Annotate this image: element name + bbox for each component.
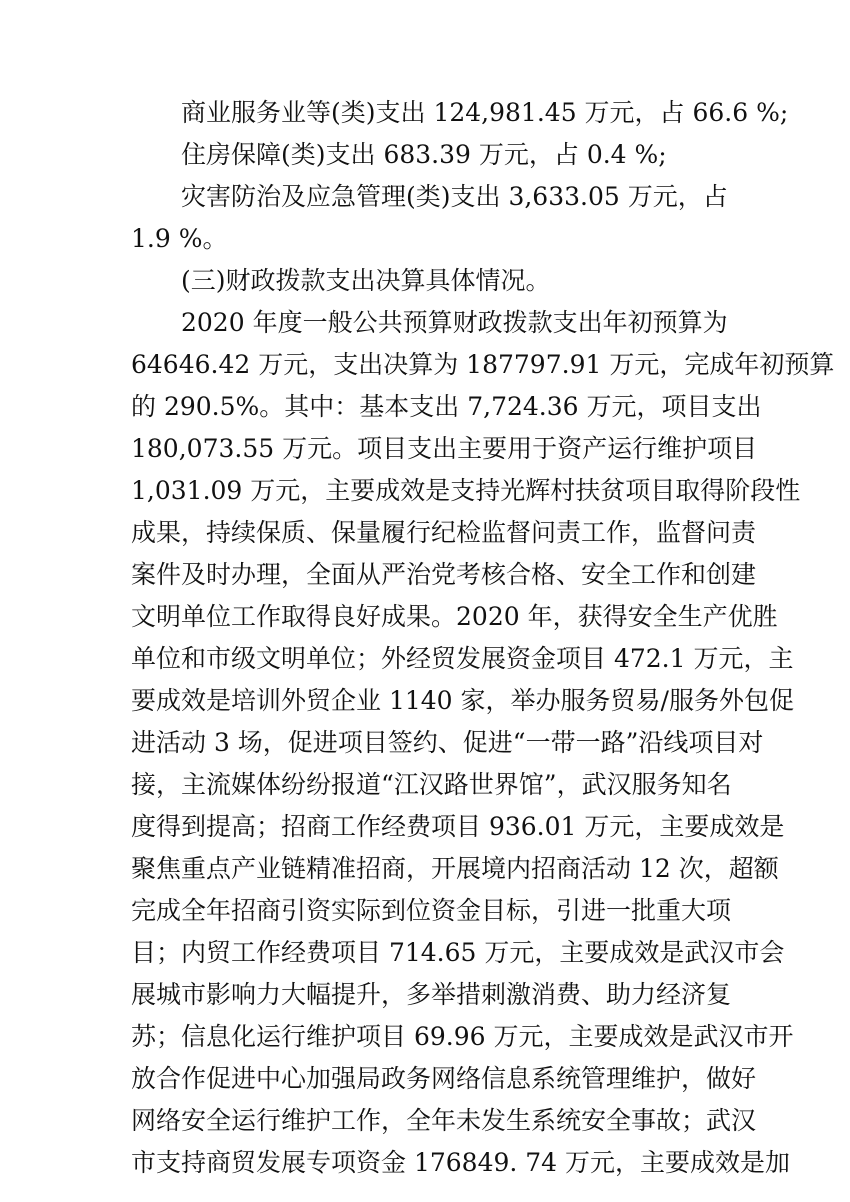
paragraph-line: 苏；信息化运行维护项目 69.96 万元，主要成效是武汉市开 [131,1022,794,1051]
paragraph-line: 聚焦重点产业链精准招商，开展境内招商活动 12 次，超额 [131,854,779,883]
section-heading: (三)财政拨款支出决算具体情况。 [181,266,551,295]
paragraph-line: 进活动 3 场，促进项目签约、促进“一带一路”沿线项目对 [131,728,764,757]
paragraph-line: 网络安全运行维护工作，全年未发生系统安全事故；武汉 [131,1106,757,1135]
text-line-disaster-expenditure: 灾害防治及应急管理(类)支出 3,633.05 万元，占 [181,182,728,211]
paragraph-line: 的 290.5%。其中：基本支出 7,724.36 万元，项目支出 [131,392,762,421]
paragraph-line: 成果，持续保质、保量履行纪检监督问责工作，监督问责 [131,518,757,547]
paragraph-line: 文明单位工作取得良好成果。2020 年，获得安全生产优胜 [131,602,778,631]
paragraph-line: 64646.42 万元，支出决算为 187797.91 万元，完成年初预算 [131,350,835,379]
paragraph-line: 度得到提高；招商工作经费项目 936.01 万元，主要成效是 [131,812,785,841]
paragraph-line: 完成全年招商引资实际到位资金目标，引进一批重大项 [131,896,732,925]
text-line-housing-expenditure: 住房保障(类)支出 683.39 万元，占 0.4 %; [181,140,667,169]
paragraph-line: 接，主流媒体纷纷报道“江汉路世界馆”，武汉服务知名 [131,770,732,799]
paragraph-line: 展城市影响力大幅提升，多举措刺激消费、助力经济复 [131,980,732,1009]
text-line-disaster-percent: 1.9 %。 [131,224,228,253]
paragraph-line: 市支持商贸发展专项资金 176849. 74 万元，主要成效是加 [131,1148,791,1177]
paragraph-line: 单位和市级文明单位；外经贸发展资金项目 472.1 万元，主 [131,644,794,673]
paragraph-line: 1,031.09 万元，主要成效是支持光辉村扶贫项目取得阶段性 [131,476,801,505]
paragraph-line: 180,073.55 万元。项目支出主要用于资产运行维护项目 [131,434,758,463]
paragraph-line: 案件及时办理，全面从严治党考核合格、安全工作和创建 [131,560,757,589]
paragraph-line: 要成效是培训外贸企业 1140 家，举办服务贸易/服务外包促 [131,686,794,715]
paragraph-line: 2020 年度一般公共预算财政拨款支出年初预算为 [181,308,728,337]
text-line-commerce-expenditure: 商业服务业等(类)支出 124,981.45 万元，占 66.6 %; [181,98,789,127]
paragraph-line: 放合作促进中心加强局政务网络信息系统管理维护，做好 [131,1064,757,1093]
paragraph-line: 目；内贸工作经费项目 714.65 万元，主要成效是武汉市会 [131,938,785,967]
